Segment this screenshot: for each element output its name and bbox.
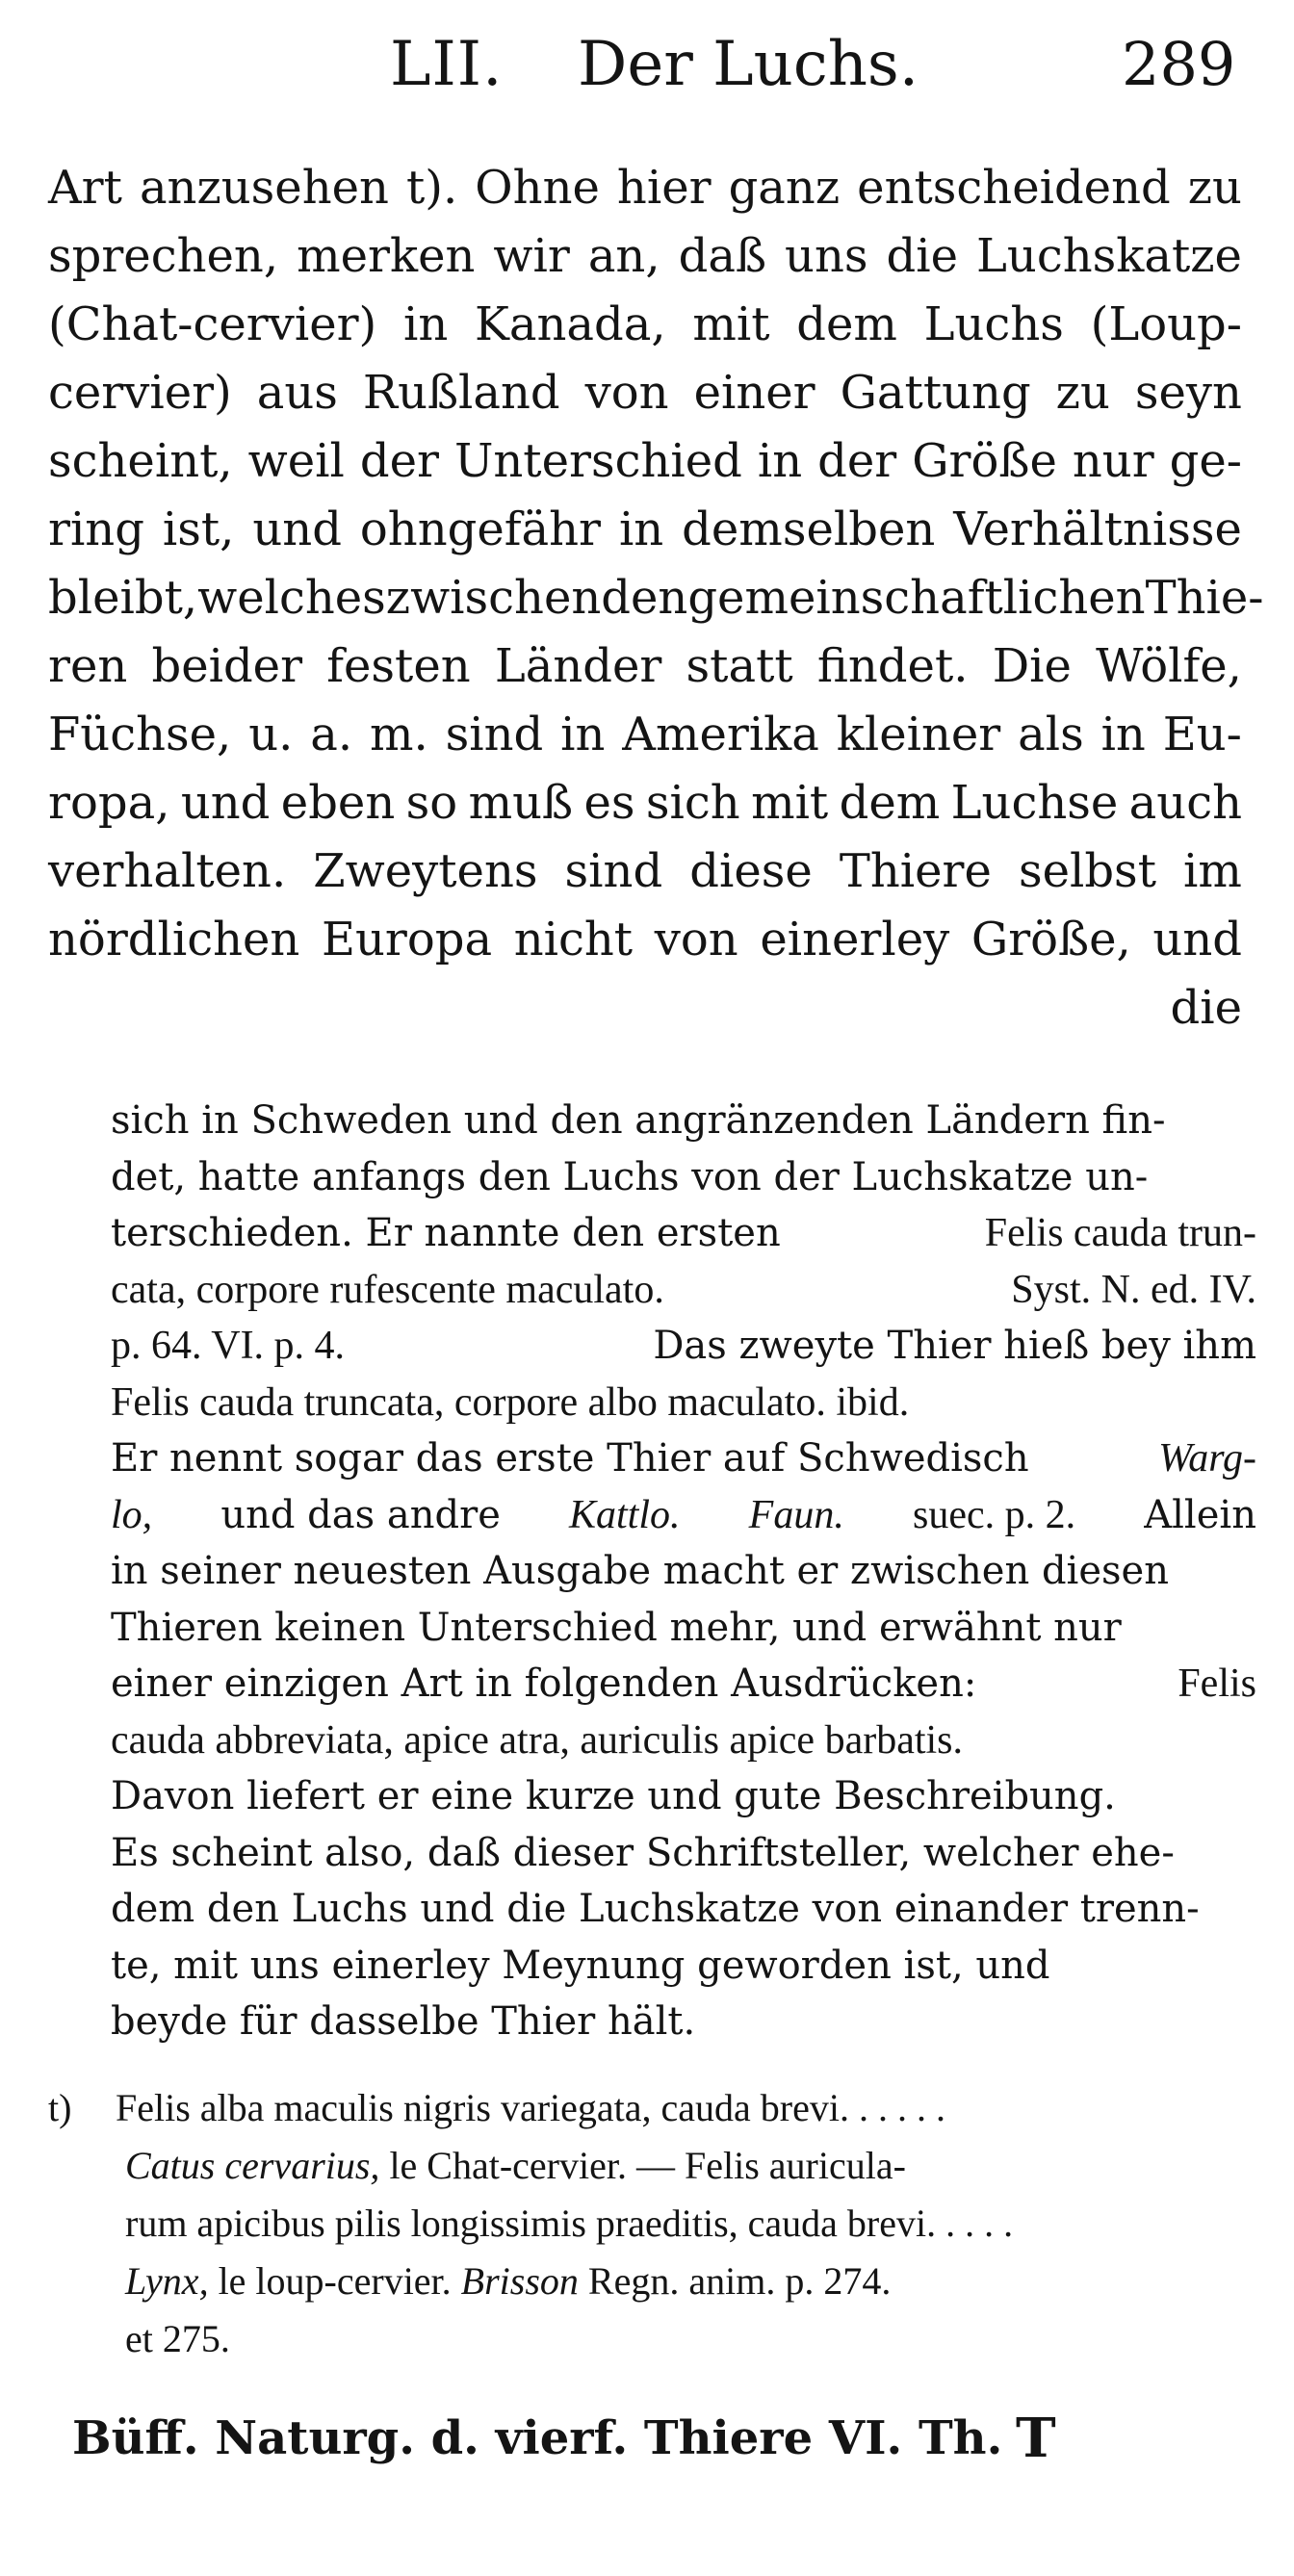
word: Länder — [494, 639, 662, 693]
footnote-line — [48, 2137, 1261, 2195]
word: Art — [48, 161, 122, 215]
word: auch — [1128, 776, 1242, 830]
word: von — [584, 366, 669, 420]
footnote-text: et 275. — [125, 2317, 230, 2360]
latin-text: cata, corpore rufescente maculato. — [111, 1267, 664, 1312]
latin-text: cauda abbreviata, apice atra, auriculis apice barbatis. — [111, 1717, 964, 1763]
word: zu — [1055, 366, 1110, 420]
word: es — [583, 776, 635, 830]
text-line — [48, 906, 1242, 974]
footnote-line — [48, 2253, 1261, 2310]
word: uns — [785, 229, 868, 283]
word: ohngefähr — [359, 502, 601, 556]
word: den — [601, 571, 688, 625]
word: in — [560, 708, 606, 761]
word: m. — [369, 708, 428, 761]
word: findet. — [816, 639, 969, 693]
note-line — [111, 1881, 1256, 1938]
word: Luchse — [950, 776, 1119, 830]
word: ropa, — [48, 776, 170, 830]
text-line — [48, 291, 1242, 359]
note-text: in seiner neuesten Ausgabe macht er zwischen diesen — [111, 1549, 1169, 1593]
word: in — [618, 502, 664, 556]
word: und — [1152, 913, 1242, 966]
catchword-line — [48, 974, 1242, 1043]
catchword: die — [1170, 981, 1242, 1035]
footnote-text: le loup-cervier. — [218, 2259, 452, 2303]
word: von — [654, 913, 738, 966]
word: hier — [616, 161, 712, 215]
word: demselben — [682, 502, 936, 556]
note-line — [111, 1149, 1256, 1206]
word: der — [359, 434, 439, 488]
note-text: Er nennt sogar das erste Thier auf Schwedisch — [111, 1436, 1029, 1481]
word: kleiner — [836, 708, 1001, 761]
citation: Syst. N. ed. IV. — [1011, 1267, 1256, 1312]
word: Die — [992, 639, 1072, 693]
text-line — [48, 359, 1242, 427]
word: verhalten. — [48, 844, 287, 898]
word: weil — [247, 434, 345, 488]
word: (Chat-cervier) — [48, 297, 377, 351]
text-line — [48, 496, 1242, 564]
word: aus — [256, 366, 338, 420]
word: festen — [326, 639, 471, 693]
footnote-line — [48, 2195, 1261, 2253]
word: dem — [839, 776, 941, 830]
word: t). — [405, 161, 458, 215]
note-line — [111, 1600, 1256, 1657]
footnote-text: rum apicibus pilis longissimis praeditis, cauda brevi. . . . . — [125, 2202, 1014, 2245]
word: als — [1018, 708, 1084, 761]
word: Luchs — [923, 297, 1064, 351]
italic-text: lo, — [111, 1492, 153, 1537]
word: daß — [678, 229, 767, 283]
signature-line: Büff. Naturg. d. vierf. Thiere VI. Th. — [72, 2411, 1003, 2465]
italic-text: Catus cervarius, — [125, 2144, 380, 2187]
note-text: Davon liefert er eine kurze und gute Beschreibung. — [111, 1774, 1116, 1818]
word: Thie- — [1145, 571, 1264, 625]
note-text: sich in Schweden und den angränzenden Ländern fin- — [111, 1098, 1166, 1143]
word: nicht — [513, 913, 634, 966]
word: und — [180, 776, 271, 830]
continued-footnote — [111, 1093, 1256, 2050]
word: ren — [48, 639, 128, 693]
text-line — [48, 564, 1264, 632]
italic-text: Brisson — [460, 2259, 579, 2303]
note-line — [111, 1205, 1256, 1262]
note-line — [111, 1487, 1256, 1544]
word: Größe, — [970, 913, 1131, 966]
note-text: det, hatte anfangs den Luchs von der Luchskatze un- — [111, 1154, 1149, 1199]
note-text: und das andre — [220, 1492, 501, 1537]
word: sprechen, — [48, 229, 279, 283]
footnote-text: le Chat-cervier. — Felis auricula- — [389, 2144, 906, 2187]
note-text: Es scheint also, daß dieser Schriftsteller, welcher ehe- — [111, 1830, 1175, 1875]
word: einerley — [760, 913, 950, 966]
word: in — [1100, 708, 1146, 761]
word: so — [405, 776, 458, 830]
footnote-text: Regn. anim. p. 274. — [587, 2259, 892, 2303]
latin-text: Felis cauda trun- — [984, 1211, 1256, 1255]
word: dem — [796, 297, 897, 351]
word: sind — [445, 708, 544, 761]
note-line — [111, 1713, 1256, 1769]
word: Verhältnisse — [953, 502, 1242, 556]
note-line — [111, 1768, 1256, 1825]
word: mit — [751, 776, 829, 830]
word: Ohne — [475, 161, 600, 215]
note-text: te, mit uns einerley Meynung geworden ist, und — [111, 1943, 1050, 1988]
note-line — [111, 1543, 1256, 1600]
note-line — [111, 1994, 1256, 2050]
main-text — [48, 154, 1264, 1043]
word: merken — [297, 229, 476, 283]
word: der — [817, 434, 897, 488]
word: welches — [197, 571, 386, 625]
word: Zweytens — [313, 844, 538, 898]
word: mit — [692, 297, 770, 351]
word: und — [252, 502, 342, 556]
word: einer — [693, 366, 815, 420]
note-line — [111, 1318, 1256, 1375]
word: Füchse, — [48, 708, 232, 761]
note-line — [111, 1656, 1256, 1713]
word: Eu- — [1162, 708, 1242, 761]
word: Amerika — [622, 708, 819, 761]
text-line — [48, 632, 1242, 701]
word: u. — [248, 708, 294, 761]
word: Rußland — [362, 366, 560, 420]
note-text: Allein — [1144, 1492, 1256, 1537]
text-line — [48, 427, 1242, 496]
footnote-line — [48, 2079, 1261, 2137]
word: a. — [310, 708, 353, 761]
italic-text: Kattlo. — [569, 1492, 681, 1537]
word: nur — [1072, 434, 1154, 488]
footnote-t — [48, 2079, 1261, 2368]
word: Gattung — [840, 366, 1031, 420]
running-title: Der Luchs. — [578, 29, 919, 100]
text-line — [48, 837, 1242, 906]
word: scheint, — [48, 434, 233, 488]
word: an, — [587, 229, 660, 283]
word: ring — [48, 502, 144, 556]
word: selbst — [1018, 844, 1156, 898]
signature-mark: T — [1016, 2407, 1056, 2470]
citation: p. 64. VI. p. 4. — [111, 1324, 346, 1368]
word: beider — [151, 639, 303, 693]
word: ist, — [162, 502, 235, 556]
note-text: beyde für dasselbe Thier hält. — [111, 1999, 696, 2044]
word: Größe — [912, 434, 1057, 488]
note-line — [111, 1262, 1256, 1319]
word: wir — [493, 229, 570, 283]
word: Wölfe, — [1096, 639, 1242, 693]
word: sich — [645, 776, 740, 830]
word: zwischen — [385, 571, 602, 625]
note-line — [111, 1375, 1256, 1431]
word: eben — [280, 776, 396, 830]
italic-text: Faun. — [748, 1492, 844, 1537]
word: anzusehen — [139, 161, 389, 215]
note-text: dem den Luchs und die Luchskatze von einander trenn- — [111, 1887, 1200, 1931]
word: cervier) — [48, 366, 232, 420]
text-line — [48, 701, 1242, 769]
word: Kanada, — [475, 297, 666, 351]
italic-text: Lynx, — [125, 2259, 209, 2303]
chapter-number: LII. — [390, 29, 504, 100]
word: (Loup- — [1090, 297, 1242, 351]
latin-text: Felis cauda truncata, corpore albo maculato. ibid. — [111, 1379, 910, 1425]
word: in — [403, 297, 449, 351]
word: Luchskatze — [976, 229, 1242, 283]
word: bleibt, — [48, 571, 198, 625]
latin-text: Felis — [1178, 1662, 1256, 1706]
word: seyn — [1134, 366, 1242, 420]
footnote-marker: t) — [48, 2086, 72, 2129]
word: nördlichen — [48, 913, 300, 966]
word: ge- — [1169, 434, 1242, 488]
word: statt — [686, 639, 793, 693]
note-text: Das zweyte Thier hieß bey ihm — [653, 1324, 1256, 1368]
note-line — [111, 1093, 1256, 1149]
text-line — [48, 769, 1242, 837]
word: ganz — [728, 161, 841, 215]
word: diese — [689, 844, 813, 898]
word: Europa — [321, 913, 493, 966]
footnote-text: Felis alba maculis nigris variegata, cauda brevi. . . . . . — [116, 2086, 945, 2129]
word: im — [1183, 844, 1242, 898]
page-number: 289 — [1122, 29, 1236, 99]
note-line — [111, 1825, 1256, 1882]
note-text: terschieden. Er nannte den ersten — [111, 1211, 781, 1255]
text-line — [48, 154, 1242, 222]
note-text: Thieren keinen Unterschied mehr, und erwähnt nur — [111, 1605, 1122, 1650]
footnote-line — [48, 2310, 1261, 2368]
word: die — [886, 229, 959, 283]
italic-text: Warg- — [1158, 1436, 1256, 1481]
word: entscheidend — [857, 161, 1171, 215]
citation: suec. p. 2. — [912, 1492, 1076, 1537]
word: in — [757, 434, 803, 488]
word: zu — [1187, 161, 1242, 215]
note-text: einer einzigen Art in folgenden Ausdrücken: — [111, 1662, 977, 1706]
note-line — [111, 1430, 1256, 1487]
word: sind — [564, 844, 663, 898]
note-line — [111, 1938, 1256, 1995]
text-line — [48, 222, 1242, 291]
page-header — [0, 29, 1294, 116]
word: gemeinschaftlichen — [687, 571, 1146, 625]
word: Thiere — [839, 844, 992, 898]
word: Unterschied — [453, 434, 742, 488]
word: muß — [468, 776, 574, 830]
